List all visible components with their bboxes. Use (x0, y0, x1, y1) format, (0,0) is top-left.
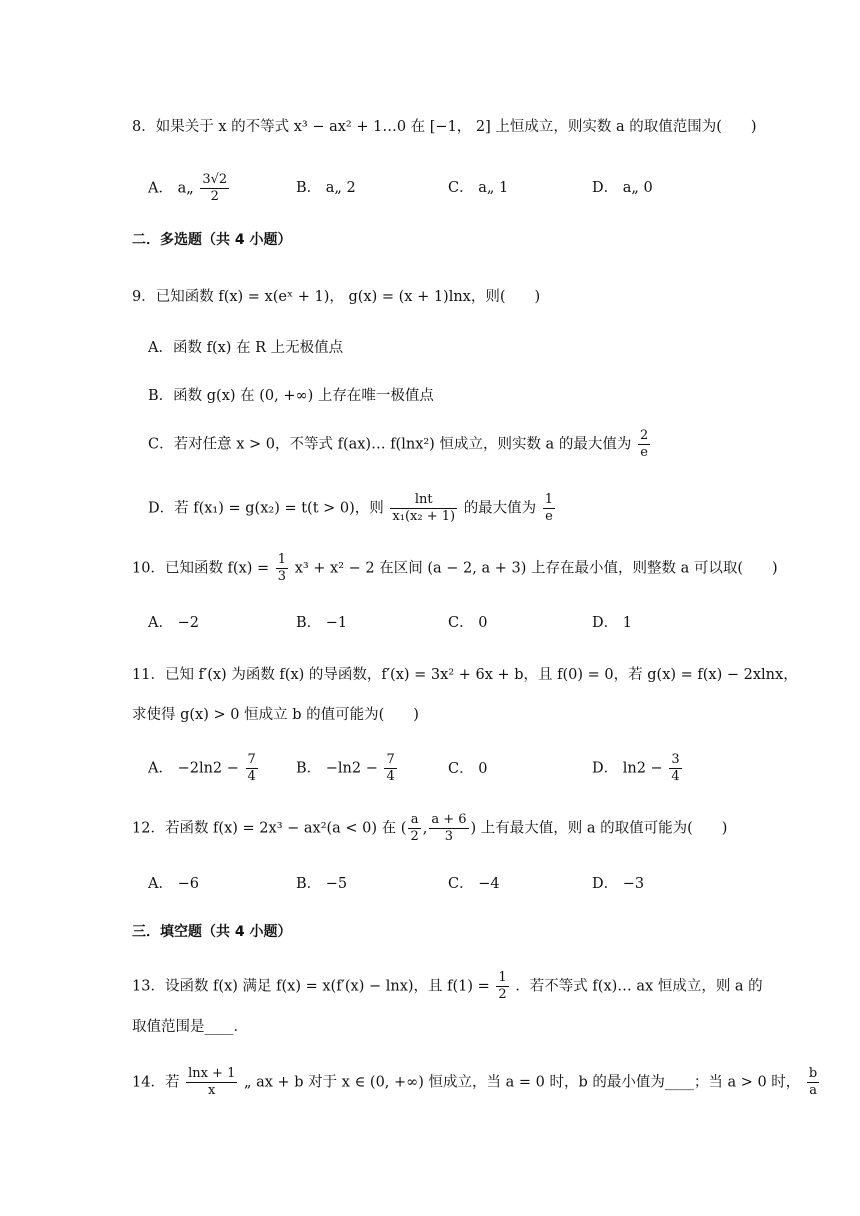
fraction-numerator: 7 (386, 752, 395, 767)
fraction-numerator: 3√2 (202, 172, 228, 187)
stem-text-post: x³ + x² − 2 在区间 (a − 2, a + 3) 上存在最小值，则整数 a 可以取( ) (294, 560, 778, 577)
question-11-line-1: 11．已知 f′(x) 为函数 f(x) 的导函数，f′(x) = 3x² + 6x + b，且 f(0) = 0，若 g(x) = f(x) − 2xlnx， (132, 667, 798, 683)
fraction-numerator: b (808, 1066, 818, 1081)
option-d-text: D．若 f(x₁) = g(x₂) = t(t > 0)，则 (148, 500, 384, 517)
fraction-denominator: e (545, 509, 553, 524)
question-12-option-a: A． −6 (148, 876, 199, 892)
stem-fraction (186, 1066, 237, 1099)
stem-text-pre: 13．设函数 f(x) 满足 f(x) = x(f′(x) − lnx)，且 f(1) = (132, 978, 490, 995)
interval-comma: , (422, 820, 428, 837)
fraction-numerator: a (408, 812, 420, 829)
question-9-stem: 9．已知函数 f(x) = x(eˣ + 1)， g(x) = (x + 1)lnx，则( ) (132, 289, 541, 305)
option-a-fraction (200, 172, 229, 205)
question-10-stem (132, 552, 778, 585)
stem-text-pre: 12．若函数 f(x) = 2x³ − ax²(a < 0) 在 ( (132, 820, 407, 837)
fraction-denominator: 4 (247, 769, 256, 784)
fraction-numerator: lnx + 1 (188, 1066, 236, 1081)
fraction-denominator: 3 (444, 829, 454, 844)
stem-text-post: ．若不等式 f(x)… ax 恒成立，则 a 的 (515, 978, 763, 995)
fraction-numerator: 2 (639, 428, 649, 443)
option-a-fraction (246, 752, 258, 785)
option-d-fraction-answer (543, 492, 555, 525)
question-8-option-d: D． a„ 0 (592, 180, 653, 196)
fraction-numerator: 3 (671, 752, 680, 767)
option-d-text: D． ln2 − (592, 760, 663, 777)
fraction-denominator: x₁(x₂ + 1) (392, 509, 456, 524)
fraction-denominator: 2 (498, 987, 507, 1002)
section-heading-fill-in: 三．填空题（共 4 小题） (132, 924, 292, 940)
question-14-stem (132, 1066, 821, 1099)
interval-right-fraction (429, 812, 468, 845)
question-12-option-d: D． −3 (592, 876, 645, 892)
fraction-numerator: 1 (277, 552, 287, 567)
question-9-option-a: A．函数 f(x) 在 R 上无极值点 (148, 340, 344, 356)
question-10-option-a: A． −2 (148, 615, 199, 631)
fraction-numerator: 1 (544, 492, 554, 507)
option-c-text: C．若对任意 x > 0，不等式 f(ax)… f(lnx²) 恒成立，则实数 a 的最大值为 (148, 436, 632, 453)
question-11-option-d (592, 752, 684, 785)
question-9-option-c (148, 428, 652, 461)
fraction-numerator: 1 (498, 970, 507, 985)
option-d-fraction-main (390, 492, 457, 525)
stem-fraction (496, 970, 508, 1003)
stem-text-pre: 10．已知函数 f(x) = (132, 560, 270, 577)
question-10-option-c: C． 0 (448, 615, 488, 631)
option-b-text: B． −ln2 − (296, 760, 378, 777)
question-8-option-c: C． a„ 1 (448, 180, 509, 196)
question-10-option-d: D． 1 (592, 615, 632, 631)
fraction-denominator: 2 (410, 829, 419, 844)
question-9-option-b: B．函数 g(x) 在 (0, +∞) 上存在唯一极值点 (148, 388, 434, 404)
question-8-option-b: B． a„ 2 (296, 180, 356, 196)
fraction-denominator: 4 (671, 769, 680, 784)
interval-left-fraction (408, 812, 420, 845)
question-12-option-b: B． −5 (296, 876, 348, 892)
question-9-option-d (148, 492, 557, 525)
option-a-text: A． −2ln2 − (148, 760, 239, 777)
fraction-numerator: lnt (390, 492, 457, 509)
option-d-mid-text: 的最大值为 (463, 500, 537, 517)
stem-text-post: ) 上有最大值，则 a 的取值可能为( ) (470, 820, 728, 837)
question-12-stem (132, 812, 727, 845)
question-11-option-a (148, 752, 260, 785)
option-a-label: A． a„ (148, 180, 194, 197)
question-13-line-2: 取值范围是____． (132, 1019, 248, 1035)
option-c-fraction (638, 428, 650, 461)
stem-fraction (276, 552, 288, 585)
question-11-option-b (296, 752, 399, 785)
fraction-numerator: 7 (247, 752, 256, 767)
option-b-fraction (384, 752, 396, 785)
fraction-denominator: x (208, 1083, 216, 1098)
section-heading-multiple-choice: 二．多选题（共 4 小题） (132, 232, 292, 248)
stem-text-mid: „ ax + b 对于 x ∈ (0, +∞) 恒成立，当 a = 0 时，b 的最小值为____；当 a > 0 时， (243, 1074, 801, 1091)
question-10-option-b: B． −1 (296, 615, 348, 631)
fraction-denominator: 3 (277, 569, 287, 584)
fraction-denominator: e (640, 445, 648, 460)
question-8-option-a (148, 172, 231, 205)
option-d-fraction (669, 752, 681, 785)
stem-text-pre: 14．若 (132, 1074, 180, 1091)
fraction-denominator: a (809, 1083, 817, 1098)
question-13-line-1 (132, 970, 763, 1003)
fraction-denominator: 4 (386, 769, 395, 784)
question-8-stem: 8．如果关于 x 的不等式 x³ − ax² + 1…0 在 [−1， 2] 上恒成立，则实数 a 的取值范围为( ) (132, 119, 757, 135)
question-12-option-c: C． −4 (448, 876, 500, 892)
fraction-denominator: 2 (210, 189, 219, 204)
fraction-numerator: a + 6 (431, 812, 467, 827)
ratio-fraction (807, 1066, 819, 1099)
question-11-line-2: 求使得 g(x) > 0 恒成立 b 的值可能为( ) (132, 707, 419, 723)
question-11-option-c: C． 0 (448, 761, 488, 777)
